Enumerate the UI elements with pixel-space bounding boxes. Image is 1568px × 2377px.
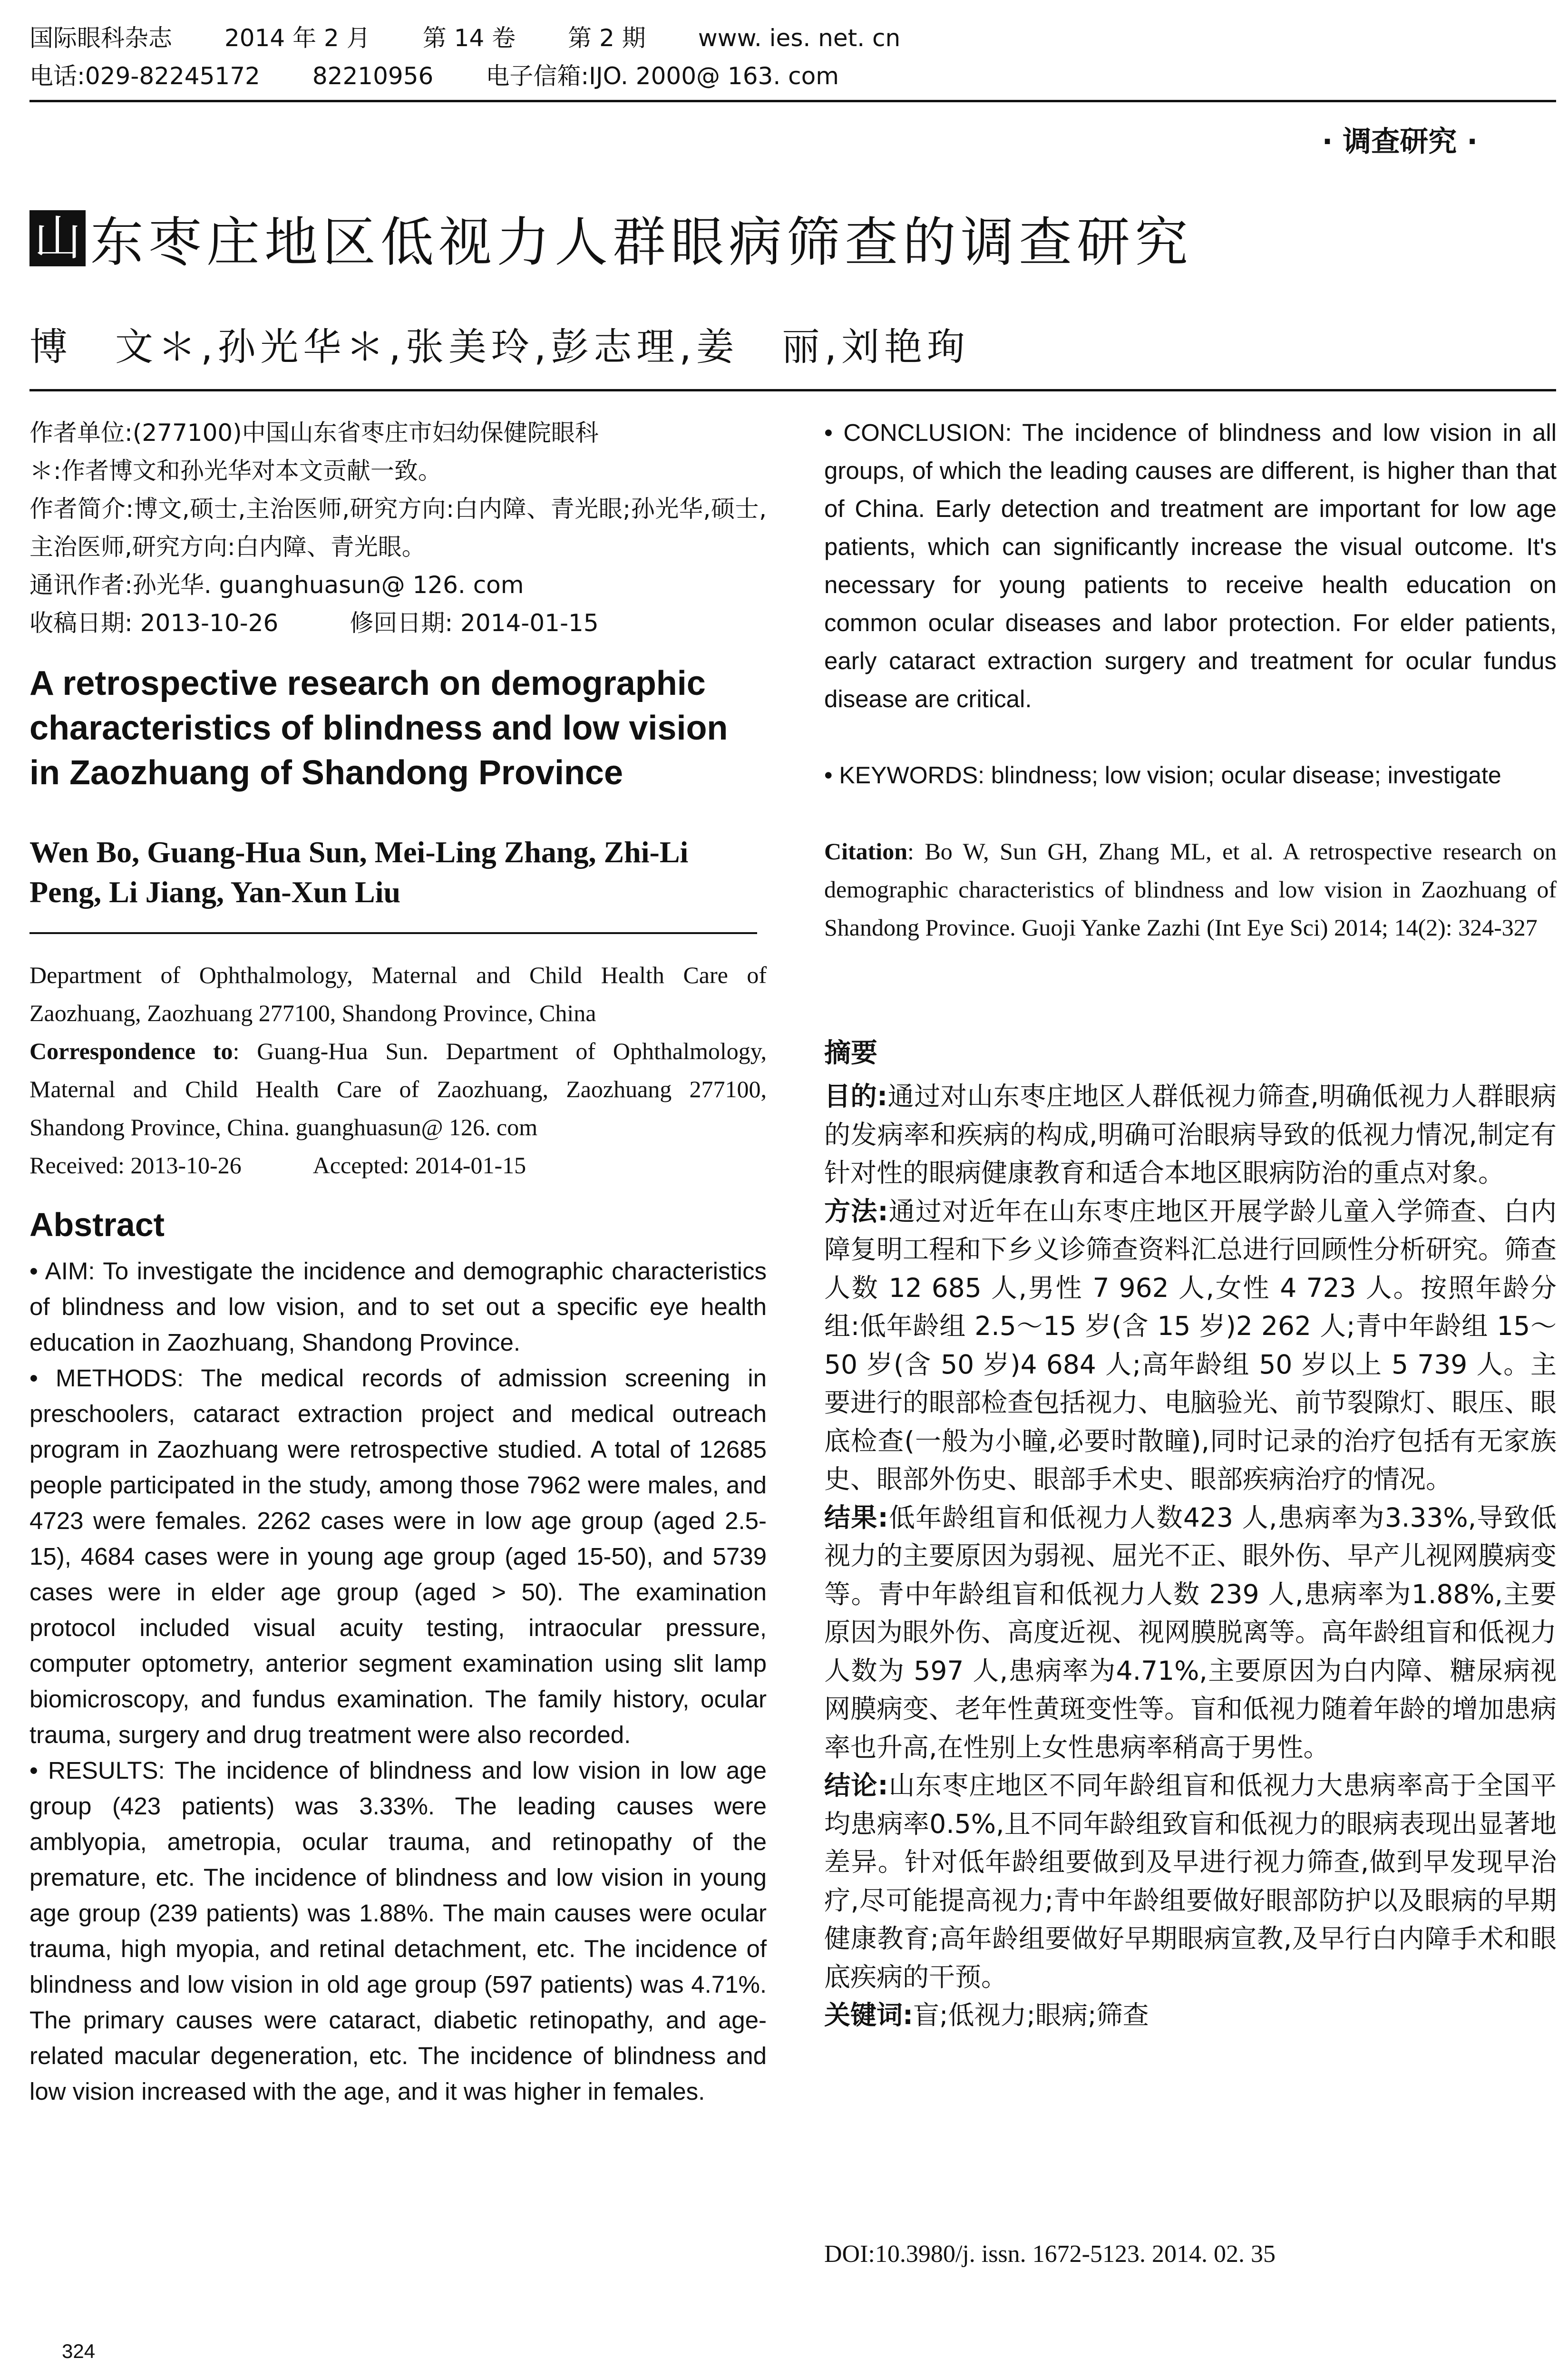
journal-phone: 电话:029-82245172: [29, 62, 260, 90]
abstract-methods: • METHODS: The medical records of admission screening in preschoolers, cataract extraction project and medical outreach program in Zaozhuang were retrospective studied. A total of 12685 people participated in the study, among those 7962 were males, and 4723 were females. 2262 cases were in low age group (aged 2.5-15), 4684 cases were in young age group (aged 15-50), and 5739 cases were in elder age group (aged > 50). The examination protocol included visual acuity testing, intraocular pressure, computer optometry, anterior segment examination using slit lamp biomicroscopy, and fundus examination. The family history, ocular trauma, surgery and drug treatment were also recorded.: [29, 1364, 767, 1748]
citation: [824, 832, 1557, 946]
issue-number: 第 2 期: [568, 24, 646, 52]
cn-aim-label: 目的:: [824, 1081, 888, 1111]
citation-block: [824, 832, 1557, 946]
cn-methods-label: 方法:: [824, 1196, 888, 1227]
citation-text: : Bo W, Sun GH, Zhang ML, et al. A retrospective research on demographic characteristics of blindness and low vision in Zaozhuang of Shandong Province. Guoji Yanke Zazhi (Int Eye Sci) 2014; 14(2): 324-327: [824, 838, 1557, 941]
citation-label: Citation: [824, 838, 907, 865]
cn-conclusion: [824, 1766, 1557, 1996]
title-text: 东枣庄地区低视力人群眼病筛查的调查研究: [90, 212, 1193, 273]
author-bio: 作者简介:博文,硕士,主治医师,研究方向:白内障、青光眼;孙光华,硕士,主治医师,研究方向:白内障、青光眼。: [29, 495, 767, 561]
cn-aim: [824, 1077, 1557, 1192]
equal-contribution-note: ＊:作者博文和孙光华对本文贡献一致。: [29, 457, 442, 485]
cn-conclusion-text: 山东枣庄地区不同年龄组盲和低视力大患病率高于全国平均患病率0.5%,且不同年龄组致盲和低视力的眼病表现出显著地差异。针对低年龄组要做到及早进行视力筛查,做到早发现早治疗,尽可能提高视力;青中年龄组要做好眼部防护以及眼病的早期健康教育;高年龄组要做好早期眼病宣教,及早行白内障手术和眼底疾病的干预。: [824, 1770, 1557, 1992]
page-number: 324: [62, 2340, 96, 2362]
cn-conclusion-label: 结论:: [824, 1770, 888, 1801]
cn-keywords-label: 关键词:: [824, 2000, 913, 2030]
cn-methods-text: 通过对近年在山东枣庄地区开展学龄儿童入学筛查、白内障复明工程和下乡义诊筛查资料汇总进行回顾性分析研究。筛查人数 12 685 人,男性 7 962 人,女性 4 723 人。按照年龄分组:低年龄组 2.5～15 岁(含 15 岁)2 262 人;青中年龄组 15～50 岁(含 50 岁)4 684 人;高年龄组 50 岁以上 5 739 人。主要进行的眼部检查包括视力、电脑验光、前节裂隙灯、眼压、眼底检查(一般为小瞳,必要时散瞳),同时记录的治疗包括有无家族史、眼部外伤史、眼部手术史、眼部疾病治疗的情况。: [824, 1196, 1557, 1494]
abstract-conclusion: • CONCLUSION: The incidence of blindness and low vision in all groups, of which the leading causes are different, is higher than that of China. Early detection and treatment are important for low age patients, which can significantly increase the visual outcome. It's necessary for young patients to receive health education on common ocular diseases and labor protection. For elder patients, early cataract extraction surgery and treatment for ocular fundus disease are critical.: [824, 419, 1557, 712]
english-title: A retrospective research on demographic characteristics of blindness and low vision in Zaozhuang of Shandong Province: [29, 664, 728, 792]
section-label: · 调查研究 ·: [1322, 125, 1478, 158]
journal-email: 电子信箱:IJO. 2000@ 163. com: [486, 62, 839, 90]
journal-website: www. ies. net. cn: [698, 24, 901, 52]
corresponding-author: 通讯作者:孙光华. guanghuasun@ 126. com: [29, 571, 524, 599]
journal-header: [29, 19, 1556, 102]
english-keywords: • KEYWORDS: blindness; low vision; ocular disease; investigate: [824, 762, 1501, 789]
english-authors-rule: [29, 932, 757, 934]
affiliation-block: [29, 414, 767, 642]
title-initial-badge: 山: [29, 210, 86, 266]
issue-date: 2014 年 2 月: [224, 24, 370, 52]
cn-keywords-text: 盲;低视力;眼病;筛查: [913, 2000, 1149, 2030]
department: Department of Ophthalmology, Maternal and Child Health Care of Zaozhuang, Zaozhuang 277100, Shandong Province, China: [29, 962, 767, 1026]
doi: DOI:10.3980/j. issn. 1672-5123. 2014. 02. 35: [824, 2241, 1276, 2268]
correspondence-label: Correspondence to: [29, 1038, 233, 1064]
abstract-results: • RESULTS: The incidence of blindness and low vision in low age group (423 patients) was 3.33%. The leading causes were amblyopia, ametropia, ocular trauma, and retinopathy of the premature, etc. The incidence of blindness and low vision in young age group (239 patients) was 1.88%. The main causes were ocular trauma, high myopia, and retinal detachment, etc. The incidence of blindness and low vision in old age group (597 patients) was 4.71%. The primary causes were cataract, diabetic retinopathy, and age-related macular degeneration, etc. The incidence of blindness and low vision increased with the age, and it was higher in females.: [29, 1757, 767, 2105]
cn-aim-text: 通过对山东枣庄地区人群低视力筛查,明确低视力人群眼病的发病率和疾病的构成,明确可治眼病导致的低视力情况,制定有针对性的眼病健康教育和适合本地区眼病防治的重点对象。: [824, 1081, 1557, 1188]
chinese-abstract-heading: 摘要: [824, 1038, 877, 1069]
cn-results-label: 结果:: [824, 1502, 888, 1533]
article-title: [29, 200, 1551, 271]
authors-rule: [29, 389, 1556, 391]
cn-results: [824, 1499, 1557, 1767]
english-authors: Wen Bo, Guang-Hua Sun, Mei-Ling Zhang, Zhi-Li Peng, Li Jiang, Yan-Xun Liu: [29, 835, 689, 909]
abstract-conclusion-block: [824, 414, 1557, 718]
abstract-heading: Abstract: [29, 1206, 165, 1243]
english-affiliation: [29, 956, 767, 1184]
journal-name: 国际眼科杂志: [29, 24, 172, 52]
chinese-abstract: [824, 1030, 1557, 2035]
header-rule: [29, 100, 1556, 102]
correspondence: [29, 1032, 767, 1146]
abstract-aim: • AIM: To investigate the incidence and demographic characteristics of blindness and low vision, and to set out a specific eye health education in Zaozhuang, Shandong Province.: [29, 1257, 767, 1356]
chinese-authors: 博 文＊,孙光华＊,张美玲,彭志理,姜 丽,刘艳珣: [29, 325, 970, 369]
cn-results-text: 低年龄组盲和低视力人数423 人,患病率为3.33%,导致低视力的主要原因为弱视、屈光不正、眼外伤、早产儿视网膜病变等。青中年龄组盲和低视力人数 239 人,患病率为1.88%,主要原因为眼外伤、高度近视、视网膜脱离等。高年龄组盲和低视力人数为 597 人,患病率为4.71%,主要原因为白内障、糖尿病视网膜病变、老年性黄斑变性等。盲和低视力随着年龄的增加患病率也升高,在性别上女性患病率稍高于男性。: [824, 1502, 1557, 1763]
author-unit: 作者单位:(277100)中国山东省枣庄市妇幼保健院眼科: [29, 419, 599, 447]
received-accepted: Received: 2013-10-26 Accepted: 2014-01-15: [29, 1152, 526, 1179]
correspondence-text: : Guang-Hua Sun. Department of Ophthalmology, Maternal and Child Health Care of Zaozhuang, Zaozhuang 277100, Shandong Province, China. guanghuasun@ 126. com: [29, 1038, 767, 1140]
cn-methods: [824, 1192, 1557, 1499]
cn-keywords: [824, 1996, 1557, 2035]
volume: 第 14 卷: [422, 24, 516, 52]
journal-phone-2: 82210956: [312, 62, 434, 90]
submission-dates: 收稿日期: 2013-10-26 修回日期: 2014-01-15: [29, 609, 599, 637]
abstract-body: [29, 1253, 767, 2109]
